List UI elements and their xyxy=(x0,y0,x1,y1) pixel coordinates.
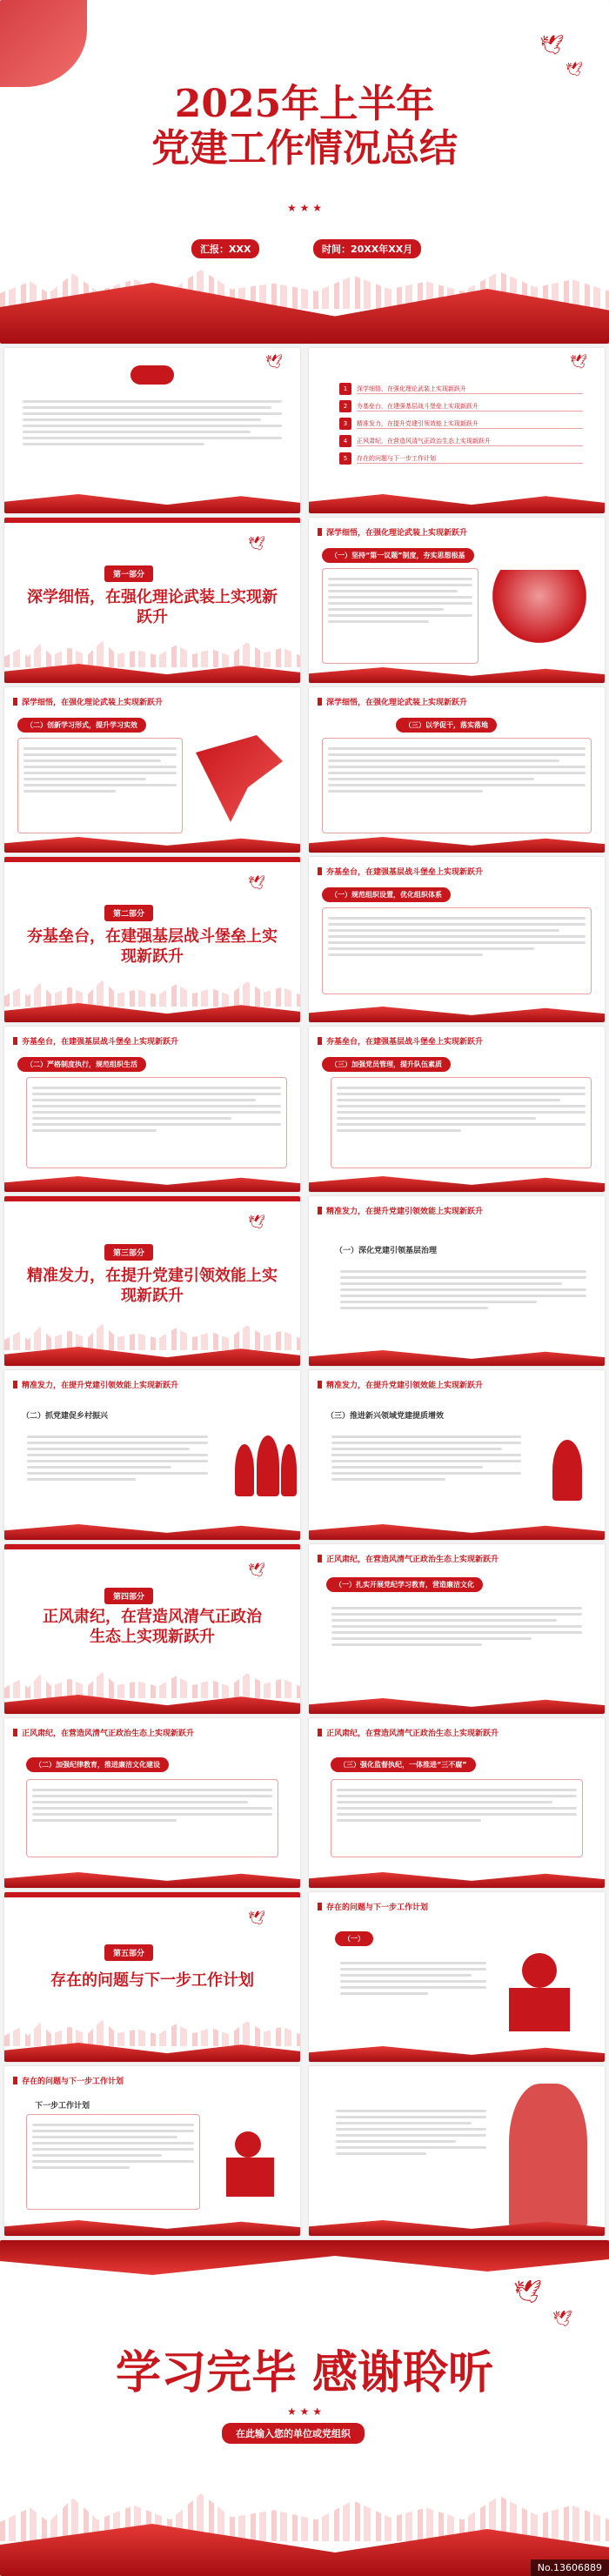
top-bar xyxy=(4,1892,300,1897)
dove-icon: 🕊 xyxy=(248,1214,266,1230)
content-box xyxy=(17,738,183,833)
city-skyline xyxy=(4,641,300,667)
subhead-text: （三）推进新兴领域党建提质增效 xyxy=(326,1412,445,1421)
subhead-pill: （一） xyxy=(335,1931,373,1946)
subhead-pill: （二）加强纪律教育，推进廉洁文化建设 xyxy=(26,1757,169,1772)
dove-icon: 🕊 xyxy=(248,1562,266,1578)
toc-item[interactable]: 1 深学细悟，在强化理论武装上实现新跃升 xyxy=(339,383,583,395)
subhead-text: （一）深化党建引领基层治理 xyxy=(335,1247,438,1255)
podium xyxy=(509,1988,570,2031)
content-box xyxy=(331,1779,583,1857)
content-box xyxy=(331,1077,592,1168)
content-slide-2a xyxy=(309,857,605,1022)
content-slide-4c xyxy=(309,1718,605,1888)
part-badge: 第四部分 xyxy=(104,1588,153,1604)
red-wave xyxy=(309,837,605,853)
content-box xyxy=(335,1261,592,1344)
toc-item-label: 精准发力，在提升党建引领效能上实现新跃升 xyxy=(357,419,583,429)
red-wave xyxy=(309,1698,605,1714)
content-slide-2c xyxy=(309,1027,605,1192)
red-wave xyxy=(4,494,300,513)
section-title: 正风肃纪，在营造风清气正政治生态上实现新跃升 xyxy=(43,1608,262,1647)
top-bar xyxy=(4,518,300,523)
red-wave xyxy=(309,1007,605,1022)
content-slide-5c xyxy=(309,2066,605,2236)
dove-icon: 🕊 xyxy=(513,2279,543,2305)
toc-item-label: 正风肃纪，在营造风清气正政治生态上实现新跃升 xyxy=(357,437,583,446)
person-figure xyxy=(552,1440,582,1501)
slide-header: 正风肃纪，在营造风清气正政治生态上实现新跃升 xyxy=(318,1553,499,1564)
subhead-text: 下一步工作计划 xyxy=(35,2102,90,2111)
cover-slide xyxy=(0,0,609,344)
ending-subtitle: 在此输入您的单位或党组织 xyxy=(222,2423,365,2444)
slide-header: 精准发力，在提升党建引领效能上实现新跃升 xyxy=(318,1379,483,1390)
red-wave xyxy=(4,2220,300,2236)
content-box xyxy=(26,2114,200,2210)
content-slide-3b xyxy=(4,1370,300,1540)
fist-icon xyxy=(509,2084,587,2231)
subhead-text: （二）抓党建促乡村振兴 xyxy=(22,1412,109,1421)
reporter-pill: 汇报：XXX xyxy=(191,239,259,258)
top-bar xyxy=(4,857,300,862)
content-slide-3a xyxy=(309,1196,605,1366)
people-figure xyxy=(257,1435,279,1496)
dove-icon: 🕊 xyxy=(570,353,588,370)
ending-title: 学习完毕 感谢聆听 xyxy=(115,2347,494,2399)
toc-item[interactable]: 4 正风肃纪，在营造风清气正政治生态上实现新跃升 xyxy=(339,435,583,447)
cover-title-line2: 党建工作情况总结 xyxy=(151,125,458,171)
content-slide-3c xyxy=(309,1370,605,1540)
subhead-pill: （三）加强党员管理，提升队伍素质 xyxy=(322,1057,451,1072)
top-bar xyxy=(4,1544,300,1549)
star-row: ★ ★ ★ xyxy=(287,202,322,214)
toc-item-label: 夯基垒台，在建强基层战斗堡垒上实现新跃升 xyxy=(357,402,583,411)
subhead-pill: （三）强化监督执纪，一体推进“三不腐” xyxy=(331,1757,476,1772)
toc-item[interactable]: 2 夯基垒台，在建强基层战斗堡垒上实现新跃升 xyxy=(339,400,583,412)
toc-item-label: 深学细悟，在强化理论武装上实现新跃升 xyxy=(357,385,583,394)
city-skyline xyxy=(4,980,300,1007)
city-skyline xyxy=(4,1672,300,1698)
city-skyline xyxy=(4,2020,300,2046)
content-slide-2b xyxy=(4,1027,300,1192)
section-title: 夯基垒台，在建强基层战斗堡垒上实现新跃升 xyxy=(27,927,278,967)
dove-icon: 🕊 xyxy=(265,353,284,370)
section-title: 存在的问题与下一步工作计划 xyxy=(50,1971,254,1990)
slide-header: 夯基垒台，在建强基层战斗堡垒上实现新跃升 xyxy=(318,1035,483,1047)
content-box xyxy=(22,1427,213,1514)
content-box xyxy=(331,2101,492,2197)
red-wave xyxy=(309,667,605,683)
red-wave xyxy=(4,837,300,853)
red-wave xyxy=(309,1872,605,1888)
content-slide-4b xyxy=(4,1718,300,1888)
red-wave xyxy=(309,1350,605,1366)
intro-badge xyxy=(130,365,174,385)
slide-header: 夯基垒台，在建强基层战斗堡垒上实现新跃升 xyxy=(13,1035,178,1047)
slide-header: 深学细悟，在强化理论武装上实现新跃升 xyxy=(13,696,163,707)
red-wave xyxy=(4,1872,300,1888)
content-box xyxy=(322,907,592,994)
subhead-pill: （一）规范组织设置，优化组织体系 xyxy=(322,887,451,902)
red-wave xyxy=(309,1524,605,1540)
section-4-slide xyxy=(4,1544,300,1714)
speaker-figure xyxy=(235,2131,261,2158)
watermark: No.13606889 xyxy=(531,2559,609,2576)
dove-icon: 🕊 xyxy=(248,535,266,552)
dove-icon: 🕊 xyxy=(552,2310,572,2328)
slide-header: 夯基垒台，在建强基层战斗堡垒上实现新跃升 xyxy=(318,866,483,877)
cover-title-line1: 2025年上半年 xyxy=(174,82,435,126)
intro-slide xyxy=(4,348,300,513)
cover-title xyxy=(0,83,609,171)
content-slide-1a xyxy=(309,518,605,683)
content-box xyxy=(322,738,592,833)
part-badge: 第二部分 xyxy=(104,905,153,921)
red-wave xyxy=(4,1176,300,1192)
slide-header: 深学细悟，在强化理论武装上实现新跃升 xyxy=(318,526,467,538)
city-skyline xyxy=(4,1324,300,1350)
content-box xyxy=(326,1427,526,1514)
content-slide-5a xyxy=(309,1892,605,2062)
flag-decoration xyxy=(0,0,87,87)
people-figure xyxy=(281,1444,297,1496)
subhead-pill: （二）创新学习形式，提升学习实效 xyxy=(17,718,146,733)
part-badge: 第三部分 xyxy=(104,1244,153,1261)
content-slide-1c xyxy=(309,687,605,853)
toc-list xyxy=(339,383,583,470)
section-5-slide xyxy=(4,1892,300,2062)
content-box xyxy=(335,1953,492,2031)
section-title: 精准发力，在提升党建引领效能上实现新跃升 xyxy=(27,1267,278,1306)
toc-item[interactable]: 3 精准发力，在提升党建引领效能上实现新跃升 xyxy=(339,418,583,430)
part-badge: 第五部分 xyxy=(104,1944,153,1961)
red-wave xyxy=(309,494,605,513)
content-slide-5b xyxy=(4,2066,300,2236)
subhead-pill: （一）扎实开展党纪学习教育，营造廉洁文化 xyxy=(326,1577,483,1592)
podium xyxy=(226,2158,274,2197)
section-2-slide xyxy=(4,857,300,1022)
content-box xyxy=(26,1077,287,1168)
section-3-slide xyxy=(4,1196,300,1366)
speaker-figure xyxy=(522,1953,557,1988)
top-bar xyxy=(4,1196,300,1201)
slide-header: 存在的问题与下一步工作计划 xyxy=(13,2075,124,2086)
subhead-pill: （一）坚持“第一议题”制度，夯实思想根基 xyxy=(322,548,474,563)
dove-icon: 🕊 xyxy=(566,61,584,77)
content-slide-4a xyxy=(309,1544,605,1714)
slide-header: 正风肃纪，在营造风清气正政治生态上实现新跃升 xyxy=(13,1727,194,1738)
intro-text xyxy=(17,391,287,478)
slide-header: 存在的问题与下一步工作计划 xyxy=(318,1901,428,1912)
slide-header: 正风肃纪，在营造风清气正政治生态上实现新跃升 xyxy=(318,1727,499,1738)
content-box xyxy=(26,1779,278,1857)
content-box xyxy=(322,568,478,664)
red-wave-top xyxy=(0,2240,609,2275)
red-wave xyxy=(4,1524,300,1540)
tiananmen-image xyxy=(492,570,587,657)
toc-item[interactable]: 5 存在的问题与下一步工作计划 xyxy=(339,452,583,465)
people-figure xyxy=(235,1444,254,1496)
content-slide-1b xyxy=(4,687,300,853)
subhead-pill: （二）严格制度执行，规范组织生活 xyxy=(17,1057,146,1072)
toc-item-label: 存在的问题与下一步工作计划 xyxy=(357,454,583,464)
section-title: 深学细悟，在强化理论武装上实现新跃升 xyxy=(27,588,278,627)
subhead-pill: （三）以学促干，落实落地 xyxy=(396,718,497,733)
content-box xyxy=(326,1598,587,1685)
flag-image xyxy=(196,735,283,822)
slide-header: 精准发力，在提升党建引领效能上实现新跃升 xyxy=(318,1205,483,1216)
dove-icon: 🕊 xyxy=(248,874,266,891)
dove-icon: 🕊 xyxy=(539,35,564,57)
time-pill: 时间：20XX年XX月 xyxy=(313,239,421,258)
star-row: ★ ★ ★ xyxy=(287,2405,322,2418)
red-wave xyxy=(309,2046,605,2062)
part-badge: 第一部分 xyxy=(104,565,153,582)
section-1-slide xyxy=(4,518,300,683)
dove-icon: 🕊 xyxy=(248,1910,266,1926)
toc-slide xyxy=(309,348,605,513)
red-wave xyxy=(309,1176,605,1192)
slide-header: 精准发力，在提升党建引领效能上实现新跃升 xyxy=(13,1379,178,1390)
ending-slide xyxy=(0,2240,609,2576)
slide-header: 深学细悟，在强化理论武装上实现新跃升 xyxy=(318,696,467,707)
